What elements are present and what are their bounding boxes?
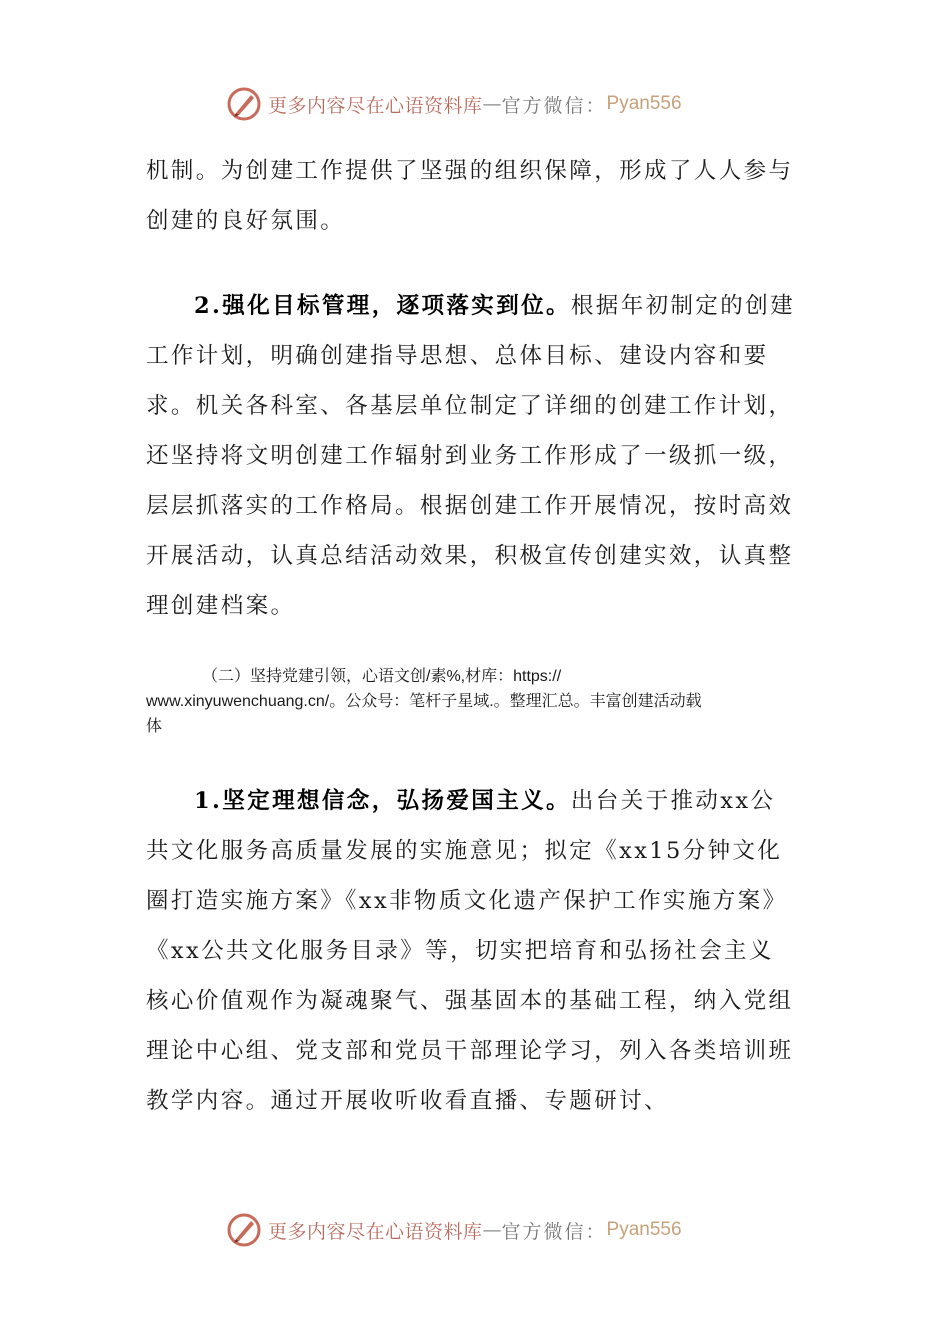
paragraph-target-management xyxy=(146,281,796,631)
note-line-3: 体 xyxy=(146,718,163,735)
banner-text: 更多内容尽在心语资料库 xyxy=(268,94,483,117)
section-note xyxy=(146,664,806,739)
pen-logo-icon xyxy=(226,86,262,122)
banner-wechat-id: Pyan556 xyxy=(606,93,682,114)
note-line-1: （二）坚持党建引领，心语文创/素%,材库：https:// xyxy=(202,668,562,685)
banner-separator: — xyxy=(482,1219,502,1241)
paragraph-body: 出台关于推动xx公共文化服务高质量发展的实施意见；拟定《xx15分钟文化圈打造实施方案》《xx非物质文化遗产保护工作实施方案》《xx公共文化服务目录》等，切实把培育和弘扬社会主义核心价值观作为凝魂聚气、强基固本的基础工程，纳入党组理论中心组、党支部和党员干部理论学习，列入各类培训班教学内容。通过开展收听收看直播、专题研讨、 xyxy=(146,788,794,1114)
pen-logo-icon xyxy=(226,1212,262,1248)
banner-separator: — xyxy=(482,93,502,115)
banner-text: 更多内容尽在心语资料库 xyxy=(268,1220,483,1243)
header-banner xyxy=(226,84,746,124)
paragraph-body: 根据年初制定的创建工作计划，明确创建指导思想、总体目标、建设内容和要求。机关各科室、各基层单位制定了详细的创建工作计划，还坚持将文明创建工作辐射到业务工作形成了一级抓一级，层层抓落实的工作格局。根据创建工作开展情况，按时高效开展活动，认真总结活动效果，积极宣传创建实效，认真整理创建档案。 xyxy=(146,293,795,619)
paragraph-heading: 1.坚定理想信念，弘扬爱国主义。 xyxy=(194,788,571,814)
banner-wechat-id: Pyan556 xyxy=(606,1219,682,1240)
footer-banner xyxy=(226,1210,746,1250)
banner-official-label: 官方微信： xyxy=(501,94,607,117)
paragraph-heading: 2.强化目标管理，逐项落实到位。 xyxy=(194,293,571,319)
paragraph-ideals xyxy=(146,776,796,1126)
note-line-2: www.xinyuwenchuang.cn/。公众号：笔杆子星域.。整理汇总。丰富创建活动载 xyxy=(146,693,702,710)
paragraph-continued: 机制。为创建工作提供了坚强的组织保障，形成了人人参与创建的良好氛围。 xyxy=(146,158,794,234)
banner-official-label: 官方微信： xyxy=(501,1220,607,1243)
